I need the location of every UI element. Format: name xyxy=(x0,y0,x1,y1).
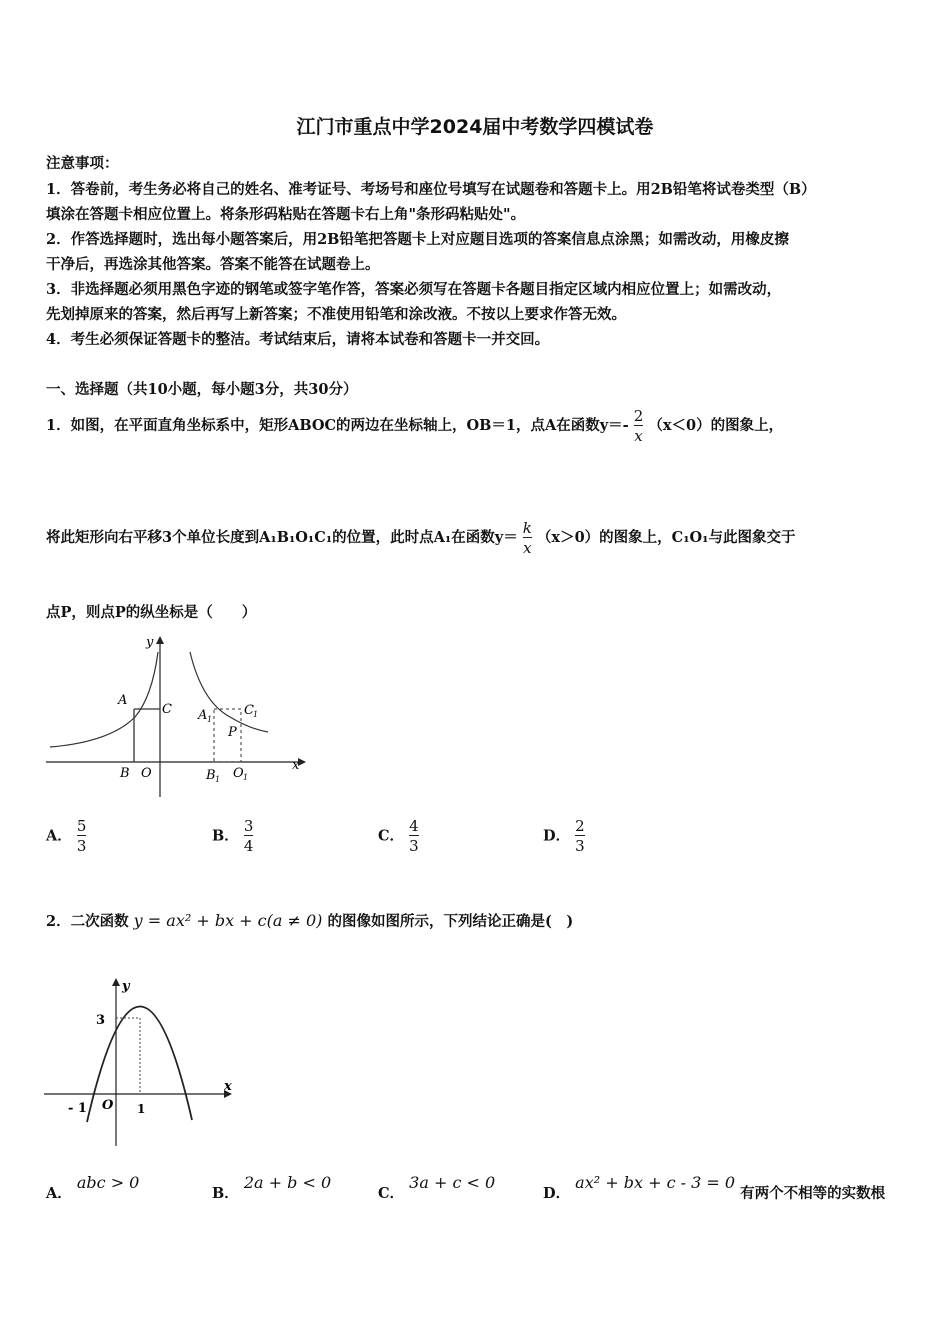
y-axis-arrow xyxy=(156,636,164,644)
notice-line: 3．非选择题必须用黑色字迹的钢笔或签字笔作答，答案必须写在答题卡各题目指定区域内相应位置上；如需改动， xyxy=(46,281,782,298)
frac-denominator: x xyxy=(523,538,532,557)
q2-option-c[interactable] xyxy=(378,1172,496,1202)
label-P: P xyxy=(228,725,237,740)
q1-figure xyxy=(40,632,310,802)
q2-option-b[interactable] xyxy=(212,1172,332,1202)
q1-line2-text: 将此矩形向右平移3个单位长度到A₁B₁O₁C₁的位置，此时点A₁在函数y＝ xyxy=(46,529,518,546)
frac-denominator: x xyxy=(634,426,643,445)
label-3: 3 xyxy=(96,1013,106,1028)
option-formula: abc > 0 xyxy=(76,1173,140,1192)
notice-line: 1．答卷前，考生务必将自己的姓名、准考证号、考场号和座位号填写在试题卷和答题卡上。用2B铅笔将试卷类型（B） xyxy=(46,181,816,198)
q1-line2 xyxy=(46,520,796,556)
label-O: O xyxy=(102,1098,114,1113)
q2-formula: y = ax² + bx + c(a ≠ 0) xyxy=(133,911,323,930)
section-heading: 一、选择题（共10小题，每小题3分，共30分） xyxy=(46,381,358,398)
q2-prefix: 2．二次函数 xyxy=(46,913,129,930)
frac-denominator: 3 xyxy=(409,836,419,855)
label-1: 1 xyxy=(137,1102,146,1116)
frac-denominator: 3 xyxy=(575,836,585,855)
label-O1-sub: 1 xyxy=(243,773,249,782)
notice-line: 先划掉原来的答案，然后再写上新答案；不准使用铅笔和涂改液。不按以上要求作答无效。 xyxy=(46,306,626,323)
q1-fraction-2-over-x xyxy=(634,408,644,444)
option-label: A． xyxy=(46,1185,72,1202)
frac-numerator: 2 xyxy=(633,407,644,425)
notice-line: 2．作答选择题时，选出每小题答案后，用2B铅笔把答题卡上对应题目选项的答案信息点涂黑；如需改动，用橡皮擦 xyxy=(46,231,789,248)
label-A1-sub: 1 xyxy=(207,715,213,724)
frac-denominator: 3 xyxy=(76,836,87,855)
option-label: D． xyxy=(543,827,571,845)
page-title: 江门市重点中学2024届中考数学四模试卷 xyxy=(296,116,654,138)
q1-line1 xyxy=(46,408,783,444)
q1-fraction-k-over-x xyxy=(523,520,532,556)
label-A1: A xyxy=(198,708,208,723)
frac-denominator: 4 xyxy=(243,836,254,855)
y-axis-arrow xyxy=(112,978,120,986)
label-B1: B xyxy=(206,768,216,783)
frac-numerator: 5 xyxy=(76,817,87,835)
q1-line1-text: 1．如图，在平面直角坐标系中，矩形ABOC的两边在坐标轴上，OB＝1，点A在函数y＝- xyxy=(46,417,629,434)
option-label: B． xyxy=(212,1185,239,1202)
label-C1: C xyxy=(244,703,254,718)
option-tail-text: 有两个不相等的实数根 xyxy=(740,1185,886,1202)
option-label: B． xyxy=(212,827,239,845)
option-fraction xyxy=(77,818,87,854)
frac-numerator: k xyxy=(522,519,532,537)
q1-line2-tail: （x＞0）的图象上，C₁O₁与此图象交于 xyxy=(536,529,796,546)
option-formula: ax² + bx + c - 3 = 0 xyxy=(575,1173,736,1192)
q2-stem xyxy=(46,910,573,931)
label-A: A xyxy=(118,693,128,708)
q1-option-a[interactable] xyxy=(46,818,86,854)
label-C: C xyxy=(162,702,172,717)
option-fraction xyxy=(244,818,254,854)
label-x: x xyxy=(292,758,300,773)
option-fraction xyxy=(409,818,419,854)
q1-option-b[interactable] xyxy=(212,818,253,854)
label-neg1: - 1 xyxy=(68,1101,87,1116)
q2-figure xyxy=(40,972,250,1150)
left-hyperbola xyxy=(50,652,158,747)
q1-option-d[interactable] xyxy=(543,818,585,854)
notice-line: 干净后，再选涂其他答案。答案不能答在试题卷上。 xyxy=(46,256,380,273)
frac-numerator: 3 xyxy=(243,817,254,835)
notice-heading: 注意事项： xyxy=(46,155,119,172)
option-formula: 3a + c < 0 xyxy=(409,1173,496,1192)
q2-option-d[interactable] xyxy=(543,1172,886,1202)
label-B1-sub: 1 xyxy=(215,775,221,784)
notice-line: 4．考生必须保证答题卡的整洁。考试结束后，请将本试卷和答题卡一并交回。 xyxy=(46,331,550,348)
notice-line: 填涂在答题卡相应位置上。将条形码粘贴在答题卡右上角"条形码粘贴处"。 xyxy=(46,206,526,223)
option-label: A． xyxy=(46,827,72,845)
q1-option-c[interactable] xyxy=(378,818,419,854)
label-x: x xyxy=(224,1079,232,1094)
frac-numerator: 4 xyxy=(409,817,419,835)
label-C1-sub: 1 xyxy=(253,710,259,719)
q1-line1-tail: （x＜0）的图象上， xyxy=(648,417,784,434)
q2-option-a[interactable] xyxy=(46,1172,140,1202)
option-label: D． xyxy=(543,1185,571,1202)
option-fraction xyxy=(575,818,585,854)
q1-line3: 点P，则点P的纵坐标是（ ） xyxy=(46,604,257,621)
label-y: y xyxy=(146,635,154,650)
option-label: C． xyxy=(378,827,405,845)
label-O: O xyxy=(141,766,152,781)
label-y: y xyxy=(122,979,130,994)
frac-numerator: 2 xyxy=(575,817,585,835)
option-formula: 2a + b < 0 xyxy=(243,1173,332,1192)
label-O1: O xyxy=(233,766,244,781)
q2-suffix: 的图像如图所示，下列结论正确是( ) xyxy=(327,913,574,930)
label-B: B xyxy=(120,766,130,781)
option-label: C． xyxy=(378,1185,405,1202)
